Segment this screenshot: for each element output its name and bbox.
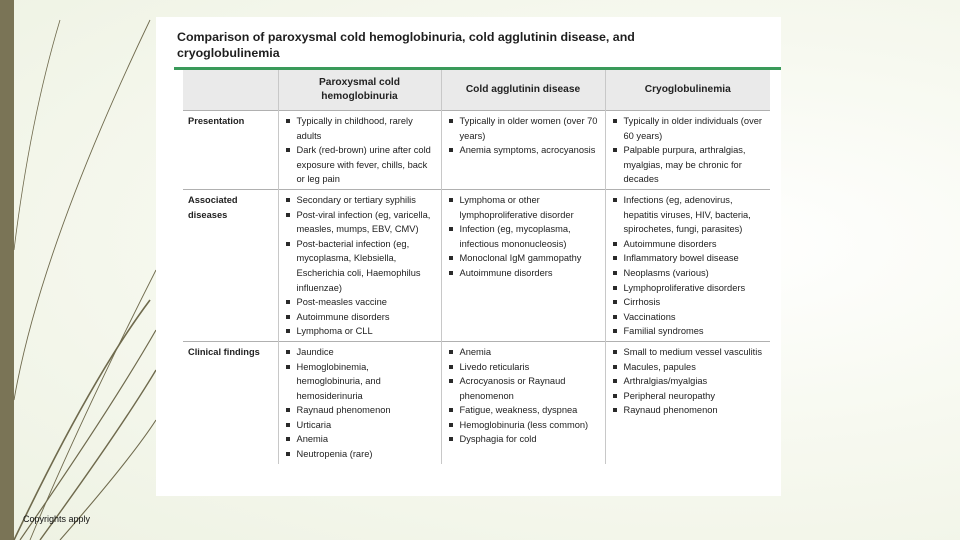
- list-item: Raynaud phenomenon: [283, 403, 437, 418]
- table-cell: [605, 189, 770, 341]
- table-row: [183, 341, 770, 463]
- row-label: Presentation: [183, 111, 278, 190]
- list-item: Neutropenia (rare): [283, 447, 437, 462]
- list-item: Jaundice: [283, 345, 437, 360]
- list-item: Typically in childhood, rarely adults: [283, 114, 437, 143]
- bullet-list: [610, 114, 767, 187]
- bullet-list: [283, 193, 437, 339]
- list-item: Anemia: [283, 432, 437, 447]
- list-item: Hemoglobinemia, hemoglobinuria, and hemosiderinuria: [283, 360, 437, 404]
- list-item: Infections (eg, adenovirus, hepatitis viruses, HIV, bacteria, spirochetes, fungi, parasites): [610, 193, 767, 237]
- bullet-list: [610, 345, 767, 418]
- header-cell: Paroxysmal cold hemoglobinuria: [278, 70, 441, 111]
- table-cell: [278, 111, 441, 190]
- bullet-list: [283, 345, 437, 462]
- list-item: Urticaria: [283, 418, 437, 433]
- list-item: Lymphoproliferative disorders: [610, 281, 767, 296]
- list-item: Autoimmune disorders: [446, 266, 601, 281]
- comparison-table: [183, 70, 770, 464]
- table-body: [183, 111, 770, 464]
- list-item: Familial syndromes: [610, 324, 767, 339]
- list-item: Typically in older women (over 70 years): [446, 114, 601, 143]
- list-item: Secondary or tertiary syphilis: [283, 193, 437, 208]
- list-item: Fatigue, weakness, dyspnea: [446, 403, 601, 418]
- bullet-list: [610, 193, 767, 339]
- table-cell: [441, 189, 605, 341]
- table-cell: [605, 111, 770, 190]
- header-cell: Cold agglutinin disease: [441, 70, 605, 111]
- list-item: Livedo reticularis: [446, 360, 601, 375]
- list-item: Raynaud phenomenon: [610, 403, 767, 418]
- list-item: Peripheral neuropathy: [610, 389, 767, 404]
- list-item: Small to medium vessel vasculitis: [610, 345, 767, 360]
- row-label: Clinical findings: [183, 341, 278, 463]
- list-item: Inflammatory bowel disease: [610, 251, 767, 266]
- row-label: Associated diseases: [183, 189, 278, 341]
- list-item: Infection (eg, mycoplasma, infectious mononucleosis): [446, 222, 601, 251]
- list-item: Lymphoma or other lymphoproliferative disorder: [446, 193, 601, 222]
- list-item: Anemia symptoms, acrocyanosis: [446, 143, 601, 158]
- document-title: Comparison of paroxysmal cold hemoglobinuria, cold agglutinin disease, and cryoglobulinemia: [177, 30, 635, 60]
- copyright-note: Copyrights apply: [23, 514, 91, 524]
- list-item: Dark (red-brown) urine after cold exposure with fever, chills, back or leg pain: [283, 143, 437, 187]
- list-item: Arthralgias/myalgias: [610, 374, 767, 389]
- list-item: Post-bacterial infection (eg, mycoplasma, Klebsiella, Escherichia coli, Haemophilus influenzae): [283, 237, 437, 295]
- list-item: Vaccinations: [610, 310, 767, 325]
- list-item: Post-viral infection (eg, varicella, measles, mumps, EBV, CMV): [283, 208, 437, 237]
- list-item: Dysphagia for cold: [446, 432, 601, 447]
- bullet-list: [446, 345, 601, 447]
- list-item: Post-measles vaccine: [283, 295, 437, 310]
- table-header-row: [183, 70, 770, 111]
- list-item: Autoimmune disorders: [283, 310, 437, 325]
- list-item: Autoimmune disorders: [610, 237, 767, 252]
- list-item: Cirrhosis: [610, 295, 767, 310]
- bullet-list: [446, 193, 601, 281]
- list-item: Macules, papules: [610, 360, 767, 375]
- list-item: Monoclonal IgM gammopathy: [446, 251, 601, 266]
- list-item: Lymphoma or CLL: [283, 324, 437, 339]
- bullet-list: [283, 114, 437, 187]
- list-item: Palpable purpura, arthralgias, myalgias, may be chronic for decades: [610, 143, 767, 187]
- header-cell: [183, 70, 278, 111]
- list-item: Anemia: [446, 345, 601, 360]
- table-cell: [441, 341, 605, 463]
- list-item: Hemoglobinuria (less common): [446, 418, 601, 433]
- bullet-list: [446, 114, 601, 158]
- list-item: Typically in older individuals (over 60 years): [610, 114, 767, 143]
- document-image: [156, 17, 781, 496]
- table-cell: [441, 111, 605, 190]
- table-cell: [278, 189, 441, 341]
- table-row: [183, 111, 770, 190]
- table-cell: [278, 341, 441, 463]
- table-cell: [605, 341, 770, 463]
- header-cell: Cryoglobulinemia: [605, 70, 770, 111]
- list-item: Neoplasms (various): [610, 266, 767, 281]
- list-item: Acrocyanosis or Raynaud phenomenon: [446, 374, 601, 403]
- table-row: [183, 189, 770, 341]
